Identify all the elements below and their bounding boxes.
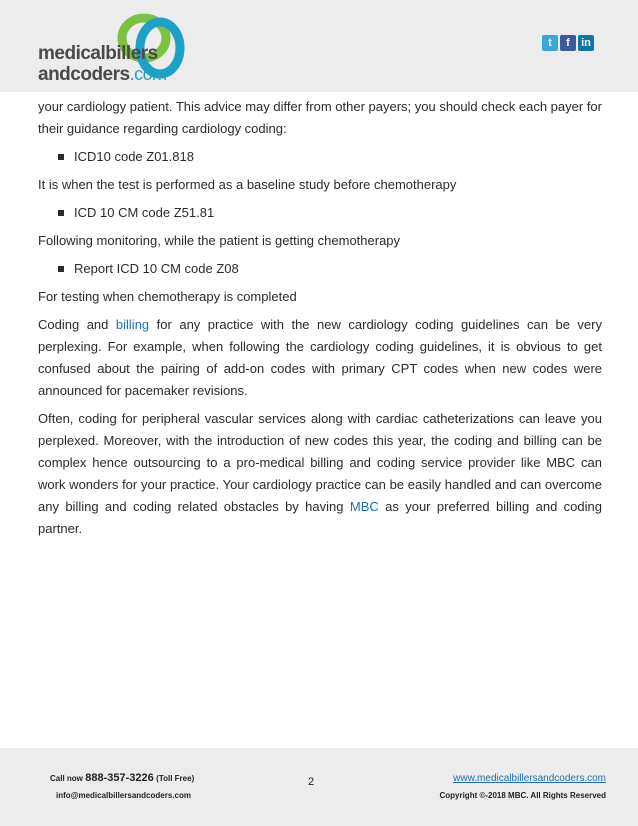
footer-site: [439, 770, 606, 804]
bullet-square-icon: [58, 210, 64, 216]
page-content: [38, 96, 602, 546]
bullet-item-3: [38, 258, 602, 280]
bullet-square-icon: [58, 154, 64, 160]
logo-line1: medicalbillers: [38, 43, 158, 64]
twitter-icon[interactable]: t: [542, 35, 558, 51]
logo-line2: andcoders.com: [38, 64, 167, 85]
mbc-link[interactable]: MBC: [349, 499, 379, 514]
social-links: [542, 35, 594, 51]
billing-link[interactable]: billing: [115, 317, 150, 332]
website-link[interactable]: www.medicalbillersandcoders.com: [453, 773, 606, 784]
paragraph-2: It is when the test is performed as a baseline study before chemotherapy: [38, 177, 457, 192]
bullet-text: ICD 10 CM code Z51.81: [74, 205, 215, 220]
logo-tld: .com: [129, 64, 167, 84]
phone-number[interactable]: 888-357-3226: [85, 772, 154, 784]
footer-contact: [50, 770, 194, 804]
paragraph-4: For testing when chemotherapy is completed: [38, 289, 297, 304]
bullet-item-1: [38, 146, 602, 168]
paragraph-6: Often, coding for peripheral vascular services along with cardiac catheterizations can leave you perplexed. Moreover, with the introduction of new codes this year, the coding and billing can be complex hence outsourcing to a pro-medical billing and coding service provider like MBC can work wonders for your practice. Your cardiology practice can be easily handled and can overcome any billing and coding related obstacles by having MBC as your preferred billing and coding partner.: [38, 411, 602, 536]
copyright-text: Copyright ©-2018 MBC. All Rights Reserved: [439, 791, 606, 800]
bullet-item-2: [38, 202, 602, 224]
toll-free-label: (Toll Free): [156, 774, 195, 783]
page-number: 2: [308, 776, 315, 788]
logo[interactable]: [38, 44, 167, 85]
page-header: [0, 0, 638, 92]
linkedin-icon[interactable]: in: [578, 35, 594, 51]
email-link[interactable]: info@medicalbillersandcoders.com: [56, 791, 191, 800]
bullet-text: Report ICD 10 CM code Z08: [74, 261, 239, 276]
paragraph-5: Coding and billing for any practice with the new cardiology coding guidelines can be very perplexing. For example, when following the cardiology coding guidelines, it is obvious to get confused about the pairing of add-on codes with primary CPT codes when new codes were announced for pacemaker revisions.: [38, 317, 602, 398]
call-now-label: Call now: [50, 774, 83, 783]
page-footer: [0, 748, 638, 826]
paragraph-3: Following monitoring, while the patient is getting chemotherapy: [38, 233, 401, 248]
paragraph-1: your cardiology patient. This advice may differ from other payers; you should check each payer for their guidance regarding cardiology coding:: [38, 99, 602, 136]
bullet-text: ICD10 code Z01.818: [74, 149, 194, 164]
bullet-square-icon: [58, 266, 64, 272]
facebook-icon[interactable]: f: [560, 35, 576, 51]
